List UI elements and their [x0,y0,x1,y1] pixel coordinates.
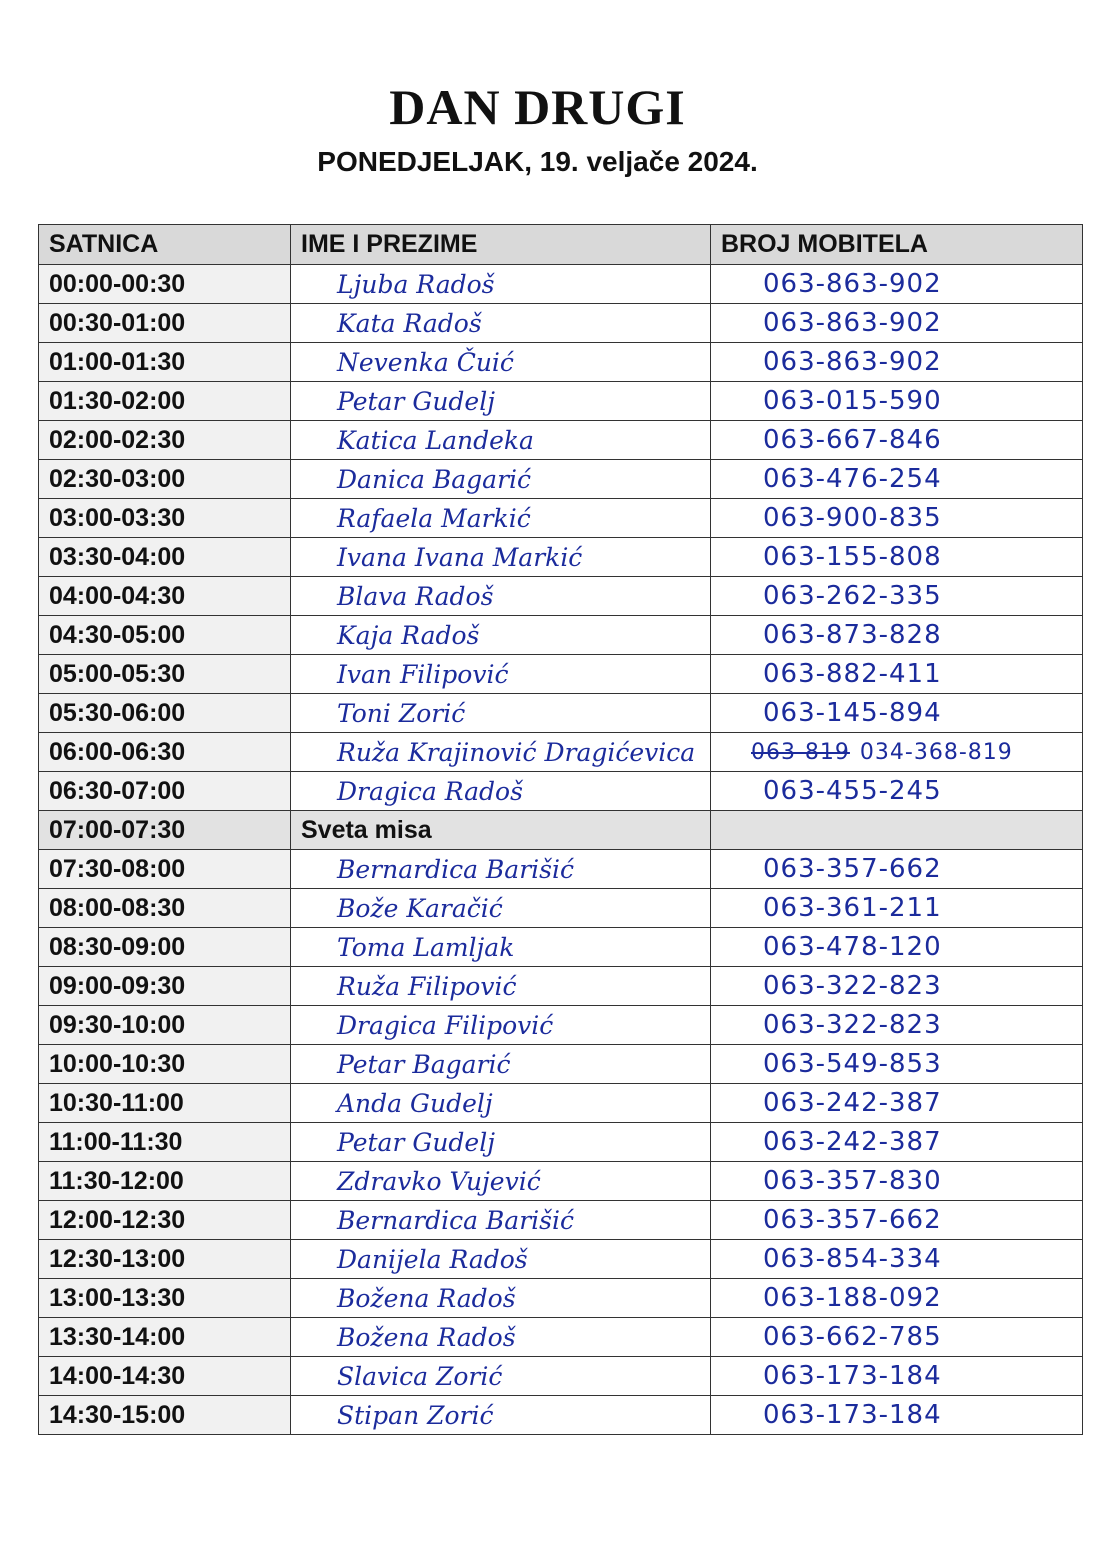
schedule-rows [39,265,1083,1435]
time-slot-cell: 14:00-14:30 [39,1357,291,1396]
time-slot-cell: 02:00-02:30 [39,421,291,460]
table-row [39,343,1083,382]
table-row [39,694,1083,733]
participant-name-cell: Ivana Ivana Markić [291,538,711,577]
phone-number-cell: 063-173-184 [711,1357,1083,1396]
table-row [39,967,1083,1006]
participant-name-cell: Petar Gudelj [291,1123,711,1162]
time-slot-cell: 04:00-04:30 [39,577,291,616]
phone-number-cell: 063-863-902 [711,265,1083,304]
page-title: DAN DRUGI [389,79,686,135]
time-slot-cell: 09:00-09:30 [39,967,291,1006]
phone-number-cell: 063-357-662 [711,850,1083,889]
phone-number-cell [711,811,1083,850]
time-slot-cell: 00:30-01:00 [39,304,291,343]
phone-number-cell: 063-361-211 [711,889,1083,928]
phone-number-cell: 063-322-823 [711,1006,1083,1045]
time-slot-cell: 07:00-07:30 [39,811,291,850]
time-slot-cell: 04:30-05:00 [39,616,291,655]
time-slot-cell: 06:00-06:30 [39,733,291,772]
table-row [39,655,1083,694]
table-row [39,1123,1083,1162]
time-slot-cell: 10:30-11:00 [39,1084,291,1123]
table-row [39,460,1083,499]
phone-number-cell: 063-155-808 [711,538,1083,577]
participant-name-cell: Zdravko Vujević [291,1162,711,1201]
table-row [39,1162,1083,1201]
table-row [39,577,1083,616]
crossed-out-phone: 063-819 [751,739,850,765]
time-slot-cell: 06:30-07:00 [39,772,291,811]
table-row [39,616,1083,655]
time-slot-cell: 13:30-14:00 [39,1318,291,1357]
table-row [39,1201,1083,1240]
table-header-row [39,225,1083,265]
participant-name-cell: Kata Radoš [291,304,711,343]
participant-name-cell: Dragica Filipović [291,1006,711,1045]
corrected-phone: 034-368-819 [859,739,1013,765]
phone-number-cell: 063-357-662 [711,1201,1083,1240]
phone-number-cell: 063-242-387 [711,1123,1083,1162]
participant-name-cell: Toma Lamljak [291,928,711,967]
time-slot-cell: 03:30-04:00 [39,538,291,577]
time-slot-cell: 05:00-05:30 [39,655,291,694]
time-slot-cell: 10:00-10:30 [39,1045,291,1084]
phone-number-cell: 063-662-785 [711,1318,1083,1357]
table-row [39,421,1083,460]
phone-number-cell: 063-015-590 [711,382,1083,421]
table-row [39,772,1083,811]
table-row [39,1045,1083,1084]
time-slot-cell: 08:00-08:30 [39,889,291,928]
participant-name-cell: Petar Gudelj [291,382,711,421]
participant-name-cell: Božena Radoš [291,1279,711,1318]
participant-name-cell: Rafaela Markić [291,499,711,538]
participant-name-cell: Bernardica Barišić [291,1201,711,1240]
phone-number-cell: 063-667-846 [711,421,1083,460]
time-slot-cell: 14:30-15:00 [39,1396,291,1435]
table-row [39,733,1083,772]
table-row [39,1279,1083,1318]
participant-name-cell: Slavica Zorić [291,1357,711,1396]
phone-number-cell: 063-863-902 [711,304,1083,343]
time-slot-cell: 08:30-09:00 [39,928,291,967]
table-row [39,1318,1083,1357]
table-row [39,499,1083,538]
time-slot-cell: 02:30-03:00 [39,460,291,499]
phone-number-cell: 063-357-830 [711,1162,1083,1201]
time-slot-cell: 12:00-12:30 [39,1201,291,1240]
phone-number-cell: 063-188-092 [711,1279,1083,1318]
phone-number-cell: 063-854-334 [711,1240,1083,1279]
participant-name-cell: Dragica Radoš [291,772,711,811]
time-slot-cell: 11:30-12:00 [39,1162,291,1201]
participant-name-cell: Nevenka Čuić [291,343,711,382]
phone-number-cell: 063-476-254 [711,460,1083,499]
phone-number-cell: 063-873-828 [711,616,1083,655]
phone-number-cell: 063-882-411 [711,655,1083,694]
participant-name-cell: Bernardica Barišić [291,850,711,889]
phone-number-cell: 063-478-120 [711,928,1083,967]
table-row [39,1084,1083,1123]
schedule-table [38,224,1083,1435]
phone-number-cell [711,733,1083,772]
table-row [39,811,1083,850]
time-slot-cell: 09:30-10:00 [39,1006,291,1045]
participant-name-cell: Bože Karačić [291,889,711,928]
table-row [39,265,1083,304]
column-header-name: IME I PREZIME [291,225,711,265]
phone-number-cell: 063-900-835 [711,499,1083,538]
participant-name-cell: Blava Radoš [291,577,711,616]
table-row [39,889,1083,928]
column-header-time: SATNICA [39,225,291,265]
phone-number-cell: 063-322-823 [711,967,1083,1006]
time-slot-cell: 01:30-02:00 [39,382,291,421]
column-header-phone: BROJ MOBITELA [711,225,1083,265]
table-row [39,1396,1083,1435]
time-slot-cell: 07:30-08:00 [39,850,291,889]
table-row [39,382,1083,421]
participant-name-cell: Sveta misa [291,811,711,850]
phone-number-cell: 063-145-894 [711,694,1083,733]
table-row [39,1006,1083,1045]
participant-name-cell: Katica Landeka [291,421,711,460]
table-row [39,304,1083,343]
page-subtitle-date: PONEDJELJAK, 19. veljače 2024. [317,146,758,177]
phone-number-cell: 063-455-245 [711,772,1083,811]
phone-number-cell: 063-549-853 [711,1045,1083,1084]
participant-name-cell: Petar Bagarić [291,1045,711,1084]
participant-name-cell: Božena Radoš [291,1318,711,1357]
time-slot-cell: 05:30-06:00 [39,694,291,733]
phone-number-cell: 063-863-902 [711,343,1083,382]
time-slot-cell: 00:00-00:30 [39,265,291,304]
participant-name-cell: Kaja Radoš [291,616,711,655]
participant-name-cell: Ivan Filipović [291,655,711,694]
time-slot-cell: 01:00-01:30 [39,343,291,382]
table-row [39,850,1083,889]
time-slot-cell: 11:00-11:30 [39,1123,291,1162]
phone-number-cell: 063-242-387 [711,1084,1083,1123]
participant-name-cell: Danica Bagarić [291,460,711,499]
table-row [39,1357,1083,1396]
table-row [39,538,1083,577]
table-row [39,928,1083,967]
phone-number-cell: 063-173-184 [711,1396,1083,1435]
participant-name-cell: Ruža Filipović [291,967,711,1006]
participant-name-cell: Ljuba Radoš [291,265,711,304]
participant-name-cell: Ruža Krajinović Dragićevica [291,733,711,772]
participant-name-cell: Danijela Radoš [291,1240,711,1279]
time-slot-cell: 13:00-13:30 [39,1279,291,1318]
time-slot-cell: 03:00-03:30 [39,499,291,538]
table-row [39,1240,1083,1279]
participant-name-cell: Toni Zorić [291,694,711,733]
phone-number-cell: 063-262-335 [711,577,1083,616]
participant-name-cell: Stipan Zorić [291,1396,711,1435]
participant-name-cell: Anda Gudelj [291,1084,711,1123]
time-slot-cell: 12:30-13:00 [39,1240,291,1279]
